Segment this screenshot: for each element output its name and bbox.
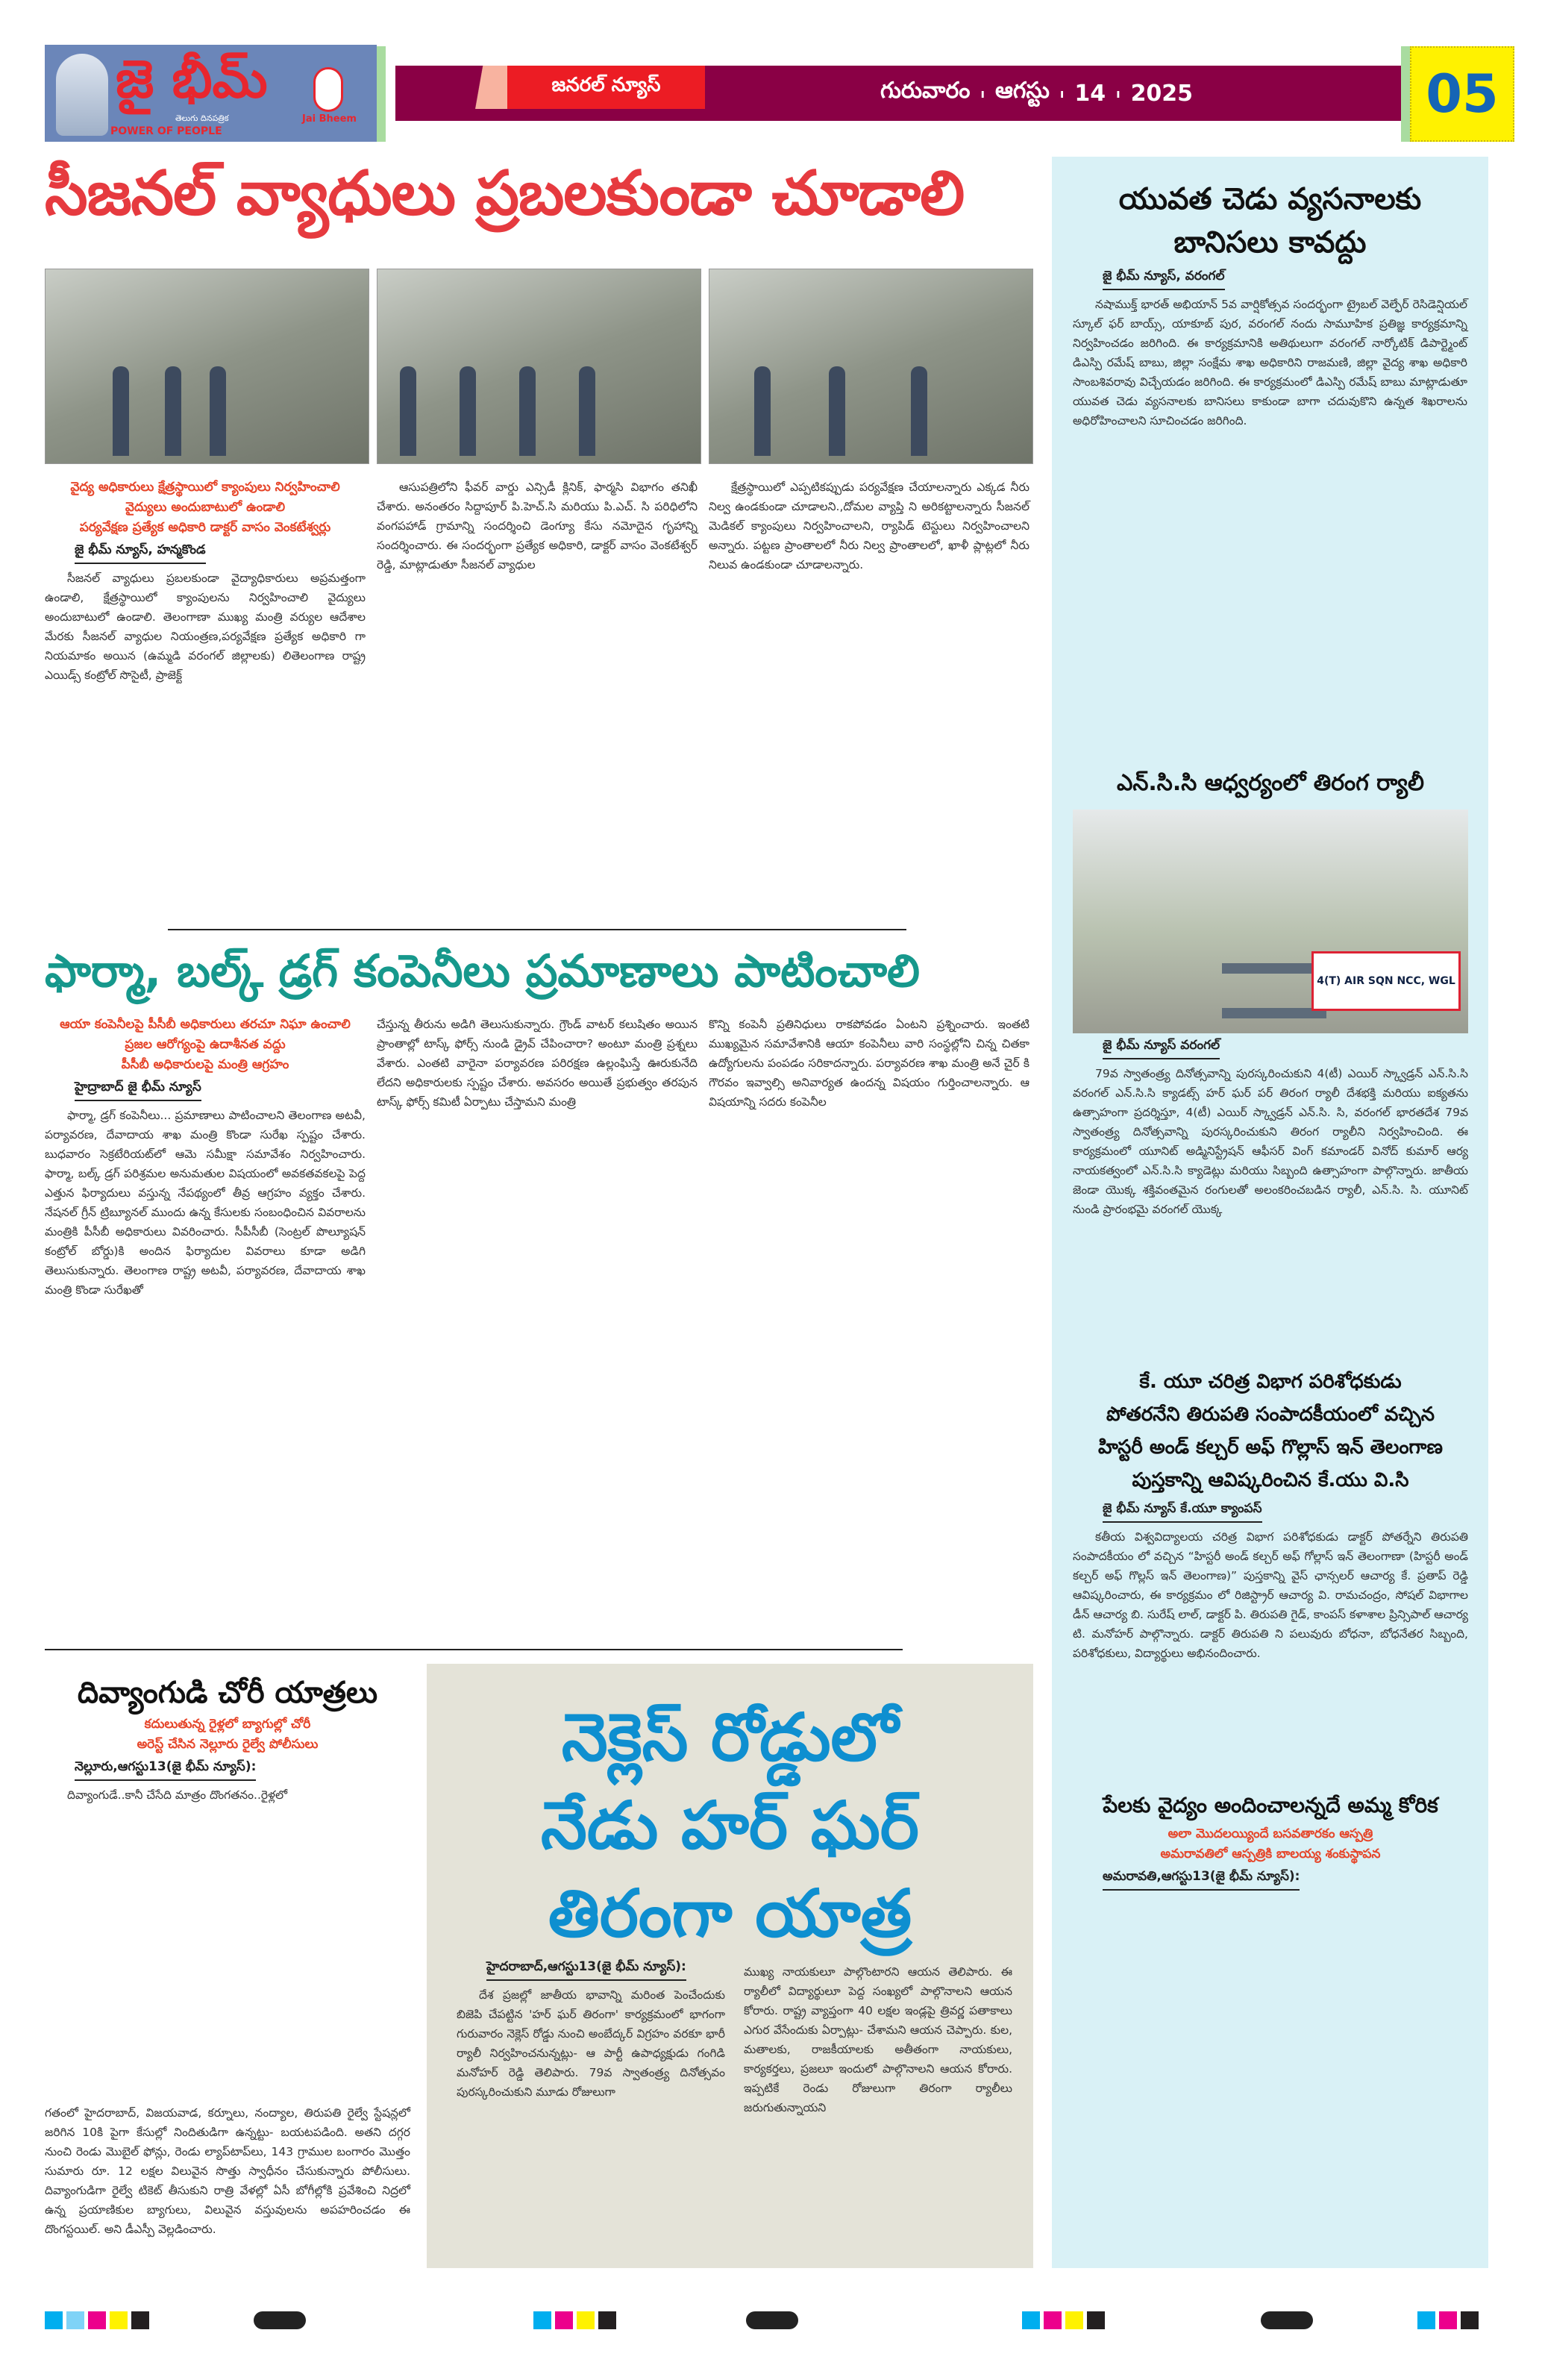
date: 14 xyxy=(1074,80,1106,107)
body-text: 79వ స్వాతంత్ర్య దినోత్సవాన్ని పురస్కరించుకుని 4(టీ) ఎయిర్ స్క్వాడ్రన్ ఎన్.సి.సి వరంగల్ ఎన్.సి.సి క్యాడట్స్ హర్ ఘర్ పర్ తిరంగ ర్యాలీ దేశభక్తి మరియు ఐక్యతను ఉత్సాహంగా ప్రదర్శిస్తూ, 4(టీ) ఎయిర్ స్క్వాడ్రన్ ఎన్.సి. సి, వరంగల్ భారతదేశ 79వ స్వాతంత్ర్య దినోత్సవాన్ని పురస్కరించుకుని తిరంగ ర్యాలీని నిర్వహించింది. ఈ కార్యక్రమంలో యూనిట్ అడ్మినిస్ట్రేషన్ ఆఫీసర్ వింగ్ కమాండర్ వినోద్ కుమార్ ఆర్య నాయకత్వంలో ఎన్.సి.సి క్యాడెట్లు మరియు సిబ్బంది ఉత్సాహంగా పాల్గొన్నారు. జాతీయ జెండా యొక్క శక్తివంతమైన రంగులతో అలంకరించబడిన ర్యాలీ, ఎన్.సి. సి. యూనిట్ నుండి ప్రారంభమై వరంగల్ యొక్క xyxy=(1073,1067,1468,1216)
reg-mark xyxy=(66,2311,84,2329)
body-text: కతీయ విశ్వవిద్యాలయ చరిత్ర విభాగ పరిశోధకుడు డాక్టర్ పోతర్నేని తిరుపతి సంపాదకీయం లో వచ్చిన “హిస్టరీ అండ్ కల్చర్ అఫ్ గోల్లాస్ ఇన్ తెలంగాణా (హిస్టరీ అండ్ కల్చర్ అఫ్ గొల్లస్ ఇన్ తెలంగాణ)” పుస్తకాన్ని వైస్ ఛాన్సలర్ ఆచార్య కే. ప్రతాప్ రెడ్డి ఆవిష్కరించారు, ఈ కార్యక్రమం లో రిజిస్ట్రార్ ఆచార్య వి. రామచంద్రం, సోషల్ విభాగాల డీన్ ఆచార్య బి. సురేష్ లాల్, డాక్టర్ పి. తిరుపతి గైడ్, కాంపస్ కళాశాల ప్రిన్సిపాల్ ఆచార్య టి. మనోహర్ పాల్గొన్నారు. డాక్టర్ తిరుపతి ని పలువురు బోధనా, బోధనేతర సిబ్బంది, పరిశోధకులు, విద్యార్థులు అభినందించారు. xyxy=(1073,1530,1468,1660)
headline-line: పుస్తకాన్ని ఆవిష్కరించిన కే.యు వి.సి xyxy=(1132,1469,1409,1491)
page-number: 05 xyxy=(1410,46,1514,142)
lead-col-1 xyxy=(45,477,366,685)
body-text: చేస్తున్న తీరును అడిగి తెలుసుకున్నారు. గ్రౌండ్ వాటర్ కలుషితం అయిన ప్రాంతాల్లో టాస్క్ ఫోర్స్ నుండి డ్రైవ్ చేపించారా? అంటూ మంత్రి ప్రశ్నలు వేశారు. ఎంతటి వారైనా పర్యావరణ పరిరక్షణ ఉల్లంఘిస్తే ఊరుకునేది లేదని అధికారులకు స్పష్టం చేశారు. అవసరం అయితే ప్రభుత్వం తరపున టాస్క్ ఫోర్స్ కమిటీ ఏర్పాటు చేస్తామని మంత్రి xyxy=(377,1018,698,1109)
headline-line: పోతరనేని తిరుపతి సంపాదకీయంలో వచ్చిన xyxy=(1106,1403,1435,1426)
headline: ఎన్.సి.సి ఆధ్వర్యంలో తిరంగ ర్యాలీ xyxy=(1116,770,1425,796)
reg-mark xyxy=(1461,2311,1479,2329)
reg-pill xyxy=(746,2311,798,2329)
caption: అలా మొదలయ్యిందే బసవతారకం ఆస్పత్రి xyxy=(1168,1826,1373,1841)
caption: వైద్య అధికారులు క్షేత్రస్థాయిలో క్యాంపులు నిర్వహించాలి xyxy=(70,480,340,495)
month: ఆగస్టు xyxy=(994,78,1050,104)
divider xyxy=(377,46,386,142)
emblem-icon xyxy=(313,67,343,112)
sidebar xyxy=(1052,157,1488,2268)
paper-name: జై భీమ్ xyxy=(116,48,268,110)
caption: వైద్యులు అందుబాటులో ఉండాలి xyxy=(125,500,286,515)
byline: హైద్రాబాద్ జై భీమ్ న్యూస్ xyxy=(75,1080,201,1101)
ncc-photo xyxy=(1073,809,1468,1033)
pharma-col-1 xyxy=(45,1015,366,1300)
caption: అమరావతిలో ఆస్పత్రికి బాలయ్య శంకుస్థాపన xyxy=(1160,1847,1381,1861)
caption: పర్యవేక్షణ ప్రత్యేక అధికారి డాక్టర్ వాసం వెంకటేశ్వర్లు xyxy=(79,520,331,535)
caption: ఆయా కంపెనీలపై పీసీబీ అధికారులు తరచూ నిఘా ఉంచాలి xyxy=(60,1017,351,1032)
caption: కదులుతున్న రైళ్లలో బ్యాగుల్లో చోరీ xyxy=(144,1717,311,1732)
day: గురువారం xyxy=(880,78,971,104)
lead-headline: సీజనల్ వ్యాధులు ప్రబలకుండా చూడాలి xyxy=(45,158,965,229)
reg-mark xyxy=(598,2311,616,2329)
caption: అరెస్ట్ చేసిన నెల్లూరు రైల్వే పోలీసులు xyxy=(137,1737,319,1752)
headline-line: హిస్టరీ అండ్ కల్చర్ అఫ్ గొల్లాస్ ఇన్ తెలంగాణ xyxy=(1098,1436,1443,1459)
reg-mark xyxy=(88,2311,106,2329)
photo-2 xyxy=(377,269,701,464)
tagline-en: POWER OF PEOPLE xyxy=(110,125,222,137)
pharma-headline: ఫార్మా, బల్క్ డ్రగ్ కంపెనీలు ప్రమాణాలు పాటించాలి xyxy=(45,945,920,998)
tagline-te: తెలుగు దినపత్రిక xyxy=(175,113,229,123)
reg-mark xyxy=(533,2311,551,2329)
reg-mark xyxy=(1065,2311,1083,2329)
body-text: సీజనల్ వ్యాధులు ప్రబలకుండా వైద్యాధికారులు అప్రమత్తంగా ఉండాలి, క్షేత్రస్థాయిలో క్యాంపులను నిర్వహించాలి వైద్యులు అందుబాటులో ఉండాలి. తెలంగాణా ముఖ్య మంత్రి వర్యుల ఆదేశాల మేరకు సీజనల్ వ్యాధుల నియంత్రణ,పర్యవేక్షణ ప్రత్యేక అధికారి గా నియమాకం అయిన (ఉమ్మడి వరంగల్ జిల్లాలకు) లితెలంగాణ రాష్ట్ర ఎయిడ్స్ కంట్రోల్ సొసైటీ, ప్రాజెక్ట్ xyxy=(45,571,366,682)
body-text: ఫార్మా, డ్రగ్ కంపెనీలు... ప్రమాణాలు పాటించాలని తెలంగాణ అటవీ, పర్యావరణ, దేవాదాయ శాఖ మంత్రి కొండా సురేఖ స్పష్టం చేశారు. బుధవారం సెక్రటేరియట్‌లో ఆమె సమీక్షా సమావేశం నిర్వహించారు. ఫార్మా, బల్క్ డ్రగ్ పరిశ్రమల అనుమతుల విషయంలో అవకతవకలపై పెద్ద ఎత్తున ఫిర్యాదులు వస్తున్న నేపథ్యంలో తీవ్ర ఆగ్రహం వ్యక్తం చేశారు. నేషనల్ గ్రీన్ ట్రిబ్యూనల్ ముందు ఉన్న కేసులకు సంబంధించిన వివరాలను మంత్రికి పీసీబీ అధికారులు వివరించారు. సీపీసీబీ (సెంట్రల్ పొల్యూషన్ కంట్రోల్ బోర్డు)కి అందిన ఫిర్యాదుల వివరాలు కూడా అడిగి తెలుసుకున్నారు. తెలంగాణ రాష్ట్ర అటవీ, పర్యావరణ, దేవాదాయ శాఖ మంత్రి కొండా సురేఖతో xyxy=(45,1109,366,1297)
byline: జై భీమ్ న్యూస్, హన్మకొండ xyxy=(75,542,206,564)
rule xyxy=(168,929,906,930)
reg-mark xyxy=(1417,2311,1435,2329)
headline-line: తిరంగా యాత్ర xyxy=(548,1875,912,1952)
reg-mark xyxy=(110,2311,128,2329)
reg-mark xyxy=(1439,2311,1457,2329)
reg-mark xyxy=(1087,2311,1105,2329)
body-text: కొన్ని కంపెనీ ప్రతినిధులు రాకపోవడం ఏంటని ప్రశ్నించారు. ఇంతటి ముఖ్యమైన సమావేశానికి ఆయా కంపెనీలు వారి సంస్థల్లోని చిన్న చితకా ఉద్యోగులను పంపడం సరికాదన్నారు. పర్యావరణ శాఖ మంత్రి అనే చైర్ కి గౌరవం ఇవ్వాల్సి అనివార్యత ఉందన్న విషయం గుర్తించాలన్నారు. ఆ విషయాన్ని సదరు కంపెనీల xyxy=(709,1018,1029,1109)
headline-line: నెక్లెస్ రోడ్డులో xyxy=(561,1699,899,1776)
year: 2025 xyxy=(1130,80,1194,107)
divider xyxy=(1401,46,1410,142)
reg-mark xyxy=(577,2311,595,2329)
body-text: క్షేత్రస్థాయిలో ఎప్పటికప్పుడు పర్యవేక్షణ చేయాలన్నారు ఎక్కడ నీరు నిల్వ ఉండకుండా చూడాలని.,దోమల వ్యాప్తి ని అరికట్టాలన్నారు సీజనల్ మెడికల్ క్యాంపులు నిర్వహించాలని, ర్యాపిడ్ టెస్టులు నిర్వహించాలని అన్నారు. పట్టణ ప్రాంతాలలో నీరు నిల్వ ప్రాంతాలలో, ఖాళీ ప్లాట్లలో నీరు నిలువ ఉండకుండా చూడాలన్నారు. xyxy=(709,480,1029,571)
dateline: అమరావతి,ఆగస్టు13(జై భీమ్ న్యూస్): xyxy=(1103,1869,1300,1891)
reg-mark xyxy=(555,2311,573,2329)
byline: జై భీమ్ న్యూస్ వరంగల్ xyxy=(1103,1038,1220,1059)
photo-1 xyxy=(45,269,369,464)
body-text: నషాముక్త్ భారత్ అభియాన్ 5వ వార్షికోత్సవ సందర్భంగా ట్రైబల్ వెల్ఫేర్ రెసిడెన్షియల్ స్కూల్ ఫర్ బాయ్స్, యాకూబ్ పుర, వరంగల్ నందు సామూహిక ప్రతిజ్ఞ కార్యక్రమాన్ని నిర్వహించడం జరిగింది. ఈ కార్యక్రమానికి అతిథులుగా వరంగల్ నార్కోటిక్ డిపార్ట్మెంట్ డిఎస్పి రమేష్ బాబు, జిల్లా సంక్షేమ శాఖ అధికారిని రాజమణి, జిల్లా వైద్య శాఖ అధికారి సాంబశివరావు విచ్చేయడం జరిగింది. ఈ కార్యక్రమంలో డిఎస్పి రమేష్ బాబు మాట్లాడుతూ యువత చెడు వ్యసనాలకు బానిసలు కాకుండా బాగా చదువుకొని ఉన్నత శిఖరాలను అధిరోహించాలని సూచించడం జరిగింది. xyxy=(1073,298,1467,428)
divyang-article xyxy=(45,1671,410,2239)
body-text: దివ్యాంగుడే..కానీ చేసేది మాత్రం దొంగతనం..రైళ్లలో xyxy=(67,1788,288,1802)
headline: దివ్యాంగుడి చోరీ యాత్రలు xyxy=(77,1676,378,1710)
body-text: గతంలో హైదరాబాద్, విజయవాడ, కర్నూలు, నంద్యాల, తిరుపతి రైల్వే స్టేషన్లలో జరిగిన 10కి పైగా కేసుల్లో నిందితుడిగా ఉన్నట్టు- బయటపడింది. అతని దగ్గర నుంచి రెండు మొబైల్ ఫోన్లు, రెండు ల్యాప్‌టాప్‌లు, 143 గ్రాముల బంగారం మొత్తం సుమారు రూ. 12 లక్షల విలువైన సొత్తు స్వాధీనం చేసుకున్నారు పోలీసులు. దివ్యాంగుడిగా రైల్వే టికెట్ తీసుకుని రాత్రి వేళల్లో ఏసీ బోగీల్లోకి ప్రవేశించి నిద్రలో ఉన్న ప్రయాణికుల బ్యాగులు, విలువైన వస్తువులను అపహరించడం ఈ దొంగస్టయిల్. అని డీఎస్పీ వెల్లడించారు. xyxy=(45,2106,410,2236)
wedge xyxy=(461,66,507,109)
photo-3 xyxy=(709,269,1033,464)
section-label: జనరల్ న్యూస్ xyxy=(507,66,705,109)
headline-line: కే. యూ చరిత్ర విభాగ పరిశోధకుడు xyxy=(1139,1371,1402,1393)
reg-pill xyxy=(254,2311,306,2329)
ncc-banner: 4(T) AIR SQN NCC, WGL xyxy=(1311,951,1461,1011)
reg-mark xyxy=(131,2311,149,2329)
byline: జై భీమ్ న్యూస్ కే.యూ క్యాంపస్ xyxy=(1103,1501,1262,1523)
caption: పీసీబీ అధికారులపై మంత్రి ఆగ్రహం xyxy=(121,1057,289,1072)
reg-pill xyxy=(1261,2311,1313,2329)
logo-en: Jai Bheem xyxy=(302,113,357,125)
body-text: దేశ ప్రజల్లో జాతీయ భావాన్ని మరింత పెంచేందుకు బిజెపి చేపట్టిన 'హర్ ఘర్ తిరంగా' కార్యక్రమంలో భాగంగా గురువారం నెక్లెస్ రోడ్డు నుంచి అంబేద్కర్ విగ్రహం వరకూ భారీ ర్యాలీ నిర్వహించనున్నట్లు- ఆ పార్టీ ఉపాధ్యక్షుడు గంగిడి మనోహర్ రెడ్డి తెలిపారు. 79వ స్వాతంత్ర్య దినోత్సవం పురస్కరించుకుని మూడు రోజులుగా xyxy=(457,1988,725,2099)
byline: జై భీమ్ న్యూస్, వరంగల్ xyxy=(1103,269,1225,290)
dateline: హైదరాబాద్,ఆగస్టు13(జై భీమ్ న్యూస్): xyxy=(486,1959,686,1981)
caption: ప్రజల ఆరోగ్యంపై ఉదాశీనత వద్దు xyxy=(125,1037,286,1052)
rule xyxy=(45,1649,903,1650)
headline-line: నేడు హర్ ఘర్ xyxy=(541,1787,919,1864)
dateline: నెల్లూరు,ఆగస్టు13(జై భీమ్ న్యూస్): xyxy=(75,1759,256,1781)
reg-mark xyxy=(45,2311,63,2329)
reg-mark xyxy=(1022,2311,1040,2329)
reg-mark xyxy=(1044,2311,1062,2329)
body-text: ఆసుపత్రిలోని ఫీవర్ వార్డు ఎన్సిడీ క్లినిక్, ఫార్మసి విభాగం తనిఖీ చేశారు. అనంతరం సిద్దాపూర్ పి.హెచ్.సి మరియు పి.ఎచ్. సి పరిధిలోని వంగపహాడ్ గ్రామాన్ని సందర్శించి డెంగ్యూ కేసు నమోదైన గృహాన్ని సందర్శించారు. ఈ సందర్భంగా ప్రత్యేక అధికారి, డాక్టర్ వాసం వెంకటేశ్వర్ రెడ్డి, మాట్లాడుతూ సీజనల్ వ్యాధుల xyxy=(377,480,698,571)
body-text: ముఖ్య నాయకులూ పాల్గొంటారని ఆయన తెలిపారు. ఈ ర్యాలీలో విద్యార్థులూ పెద్ద సంఖ్యలో పాల్గొనాలని ఆయన కోరారు. రాష్ట్ర వ్యాప్తంగా 40 లక్షల ఇండ్లపై త్రివర్ణ పతాకాలు ఎగుర వేసేందుకు ఏర్పాట్లు- చేశామని ఆయన చెప్పారు. కుల, మతాలకు, రాజకీయాలకు అతీతంగా నాయకులు, కార్యకర్తలు, ప్రజలూ ఇందులో పాల్గొనాలని ఆయన కోరారు. ఇప్పటికే రెండు రోజులుగా తిరంగా ర్యాలీలు జరుగుతున్నాయని xyxy=(744,1965,1012,2114)
ambedkar-portrait xyxy=(56,54,108,136)
dateline: గురువారం ı ఆగస్టు ı 14 ı 2025 xyxy=(880,72,1268,115)
headline-line: బానిసలు కావద్దు xyxy=(1173,225,1367,260)
headline-line: యువత చెడు వ్యసనాలకు xyxy=(1118,182,1422,216)
masthead-logo xyxy=(45,45,377,142)
headline: పేలకు వైద్యం అందించాలన్నదే అమ్మ కోరిక xyxy=(1103,1793,1438,1817)
necklace-article xyxy=(427,1664,1033,2268)
